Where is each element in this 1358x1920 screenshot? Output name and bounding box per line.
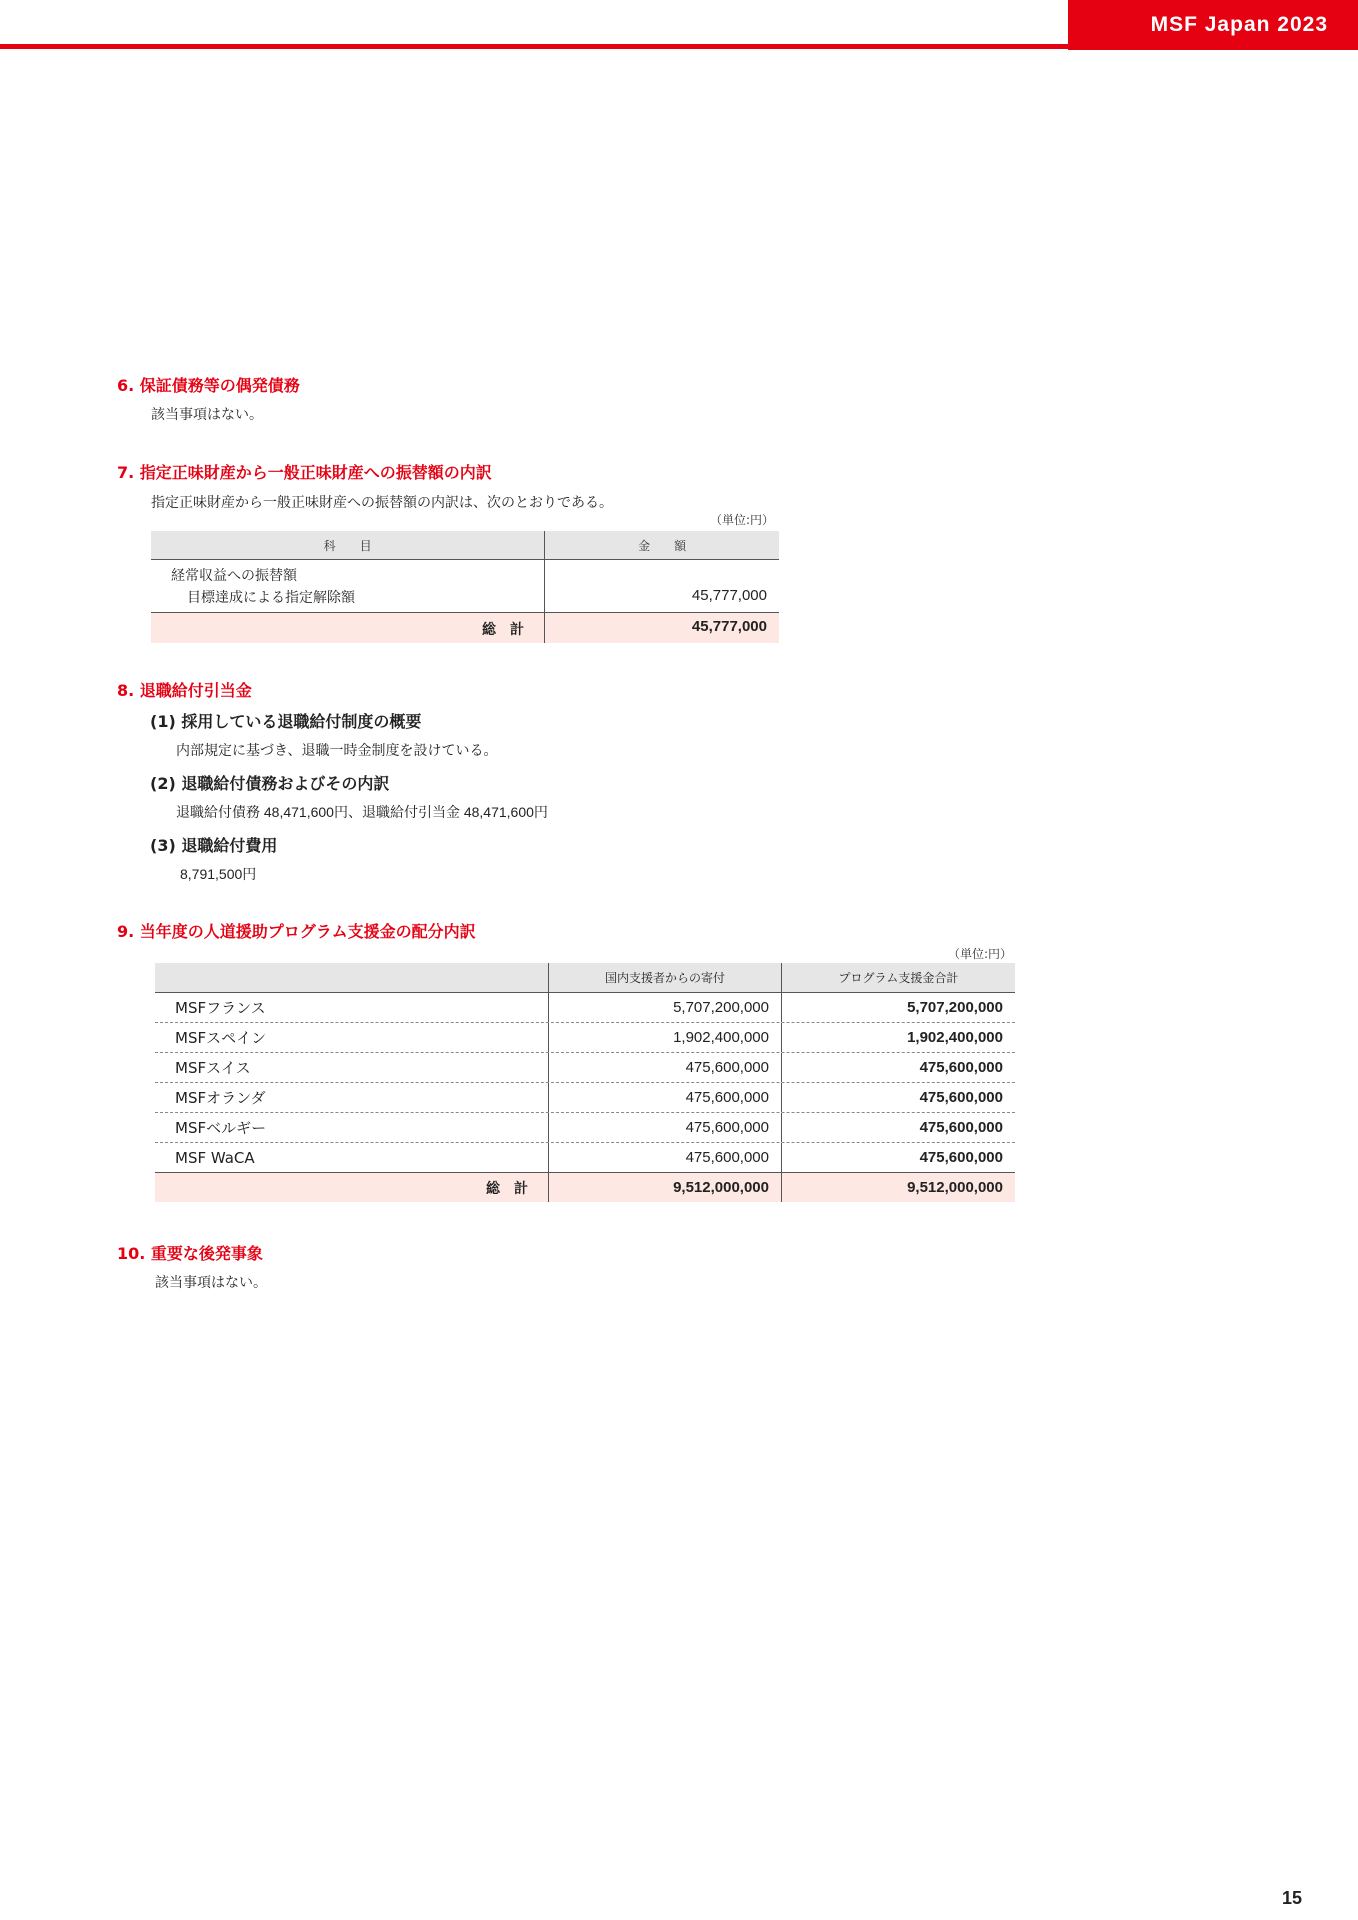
col-header-amount: 金 額 (638, 538, 687, 553)
row-donation: 5,707,200,000 (549, 993, 782, 1022)
row-donation: 475,600,000 (549, 1083, 782, 1112)
section-8-title: 8. 退職給付引当金 (117, 681, 252, 700)
brand-text: MSF Japan 2023 (1150, 13, 1328, 36)
row-name: MSFスペイン (155, 1023, 549, 1052)
transfer-table-total (151, 612, 779, 643)
row-name: MSFベルギー (155, 1113, 549, 1142)
section-9-unit: （単位:円） (948, 947, 1013, 961)
total-label: 総 計 (151, 613, 545, 643)
total-donation: 9,512,000,000 (549, 1173, 782, 1202)
allocation-table-total (155, 1172, 1015, 1202)
section-8-sub2: (2) 退職給付債務およびその内訳 (150, 774, 390, 793)
row-name: MSFオランダ (155, 1083, 549, 1112)
table-row (155, 1053, 1015, 1083)
section-8-text3: 8,791,500円 (180, 866, 257, 882)
allocation-table (155, 963, 1015, 1202)
allocation-table-header (155, 963, 1015, 993)
table-row (155, 1083, 1015, 1113)
header-blank (155, 963, 549, 992)
section-6-text: 該当事項はない。 (151, 407, 263, 423)
section-10-text: 該当事項はない。 (155, 1275, 267, 1291)
page-number: 15 (1282, 1888, 1303, 1908)
row-label-cell (151, 560, 545, 612)
table-row (155, 1023, 1015, 1053)
total-value: 45,777,000 (691, 618, 767, 635)
row-donation: 475,600,000 (549, 1053, 782, 1082)
section-8-sub3: (3) 退職給付費用 (150, 836, 278, 855)
brand-banner (1068, 0, 1358, 50)
section-8-text2: 退職給付債務 48,471,600円、退職給付引当金 48,471,600円 (176, 804, 548, 820)
row-value: 45,777,000 (691, 587, 767, 604)
row-donation: 1,902,400,000 (549, 1023, 782, 1052)
row-label-sub: 目標達成による指定解除額 (187, 590, 355, 606)
row-total: 475,600,000 (919, 1149, 1003, 1166)
col-header-program-total: プログラム支援金合計 (838, 971, 959, 985)
section-7-title: 7. 指定正味財産から一般正味財産への振替額の内訳 (117, 463, 492, 482)
table-row (155, 1113, 1015, 1143)
row-name: MSFスイス (155, 1053, 549, 1082)
row-name: MSF WaCA (155, 1143, 549, 1172)
row-total: 1,902,400,000 (907, 1029, 1003, 1046)
table-row (155, 1143, 1015, 1172)
total-program: 9,512,000,000 (907, 1179, 1003, 1196)
total-label: 総 計 (155, 1173, 549, 1202)
row-donation: 475,600,000 (549, 1113, 782, 1142)
row-donation: 475,600,000 (549, 1143, 782, 1172)
row-total: 475,600,000 (919, 1089, 1003, 1106)
row-label-main: 経常収益への振替額 (171, 568, 297, 584)
section-8-text1: 内部規定に基づき、退職一時金制度を設けている。 (176, 743, 498, 759)
row-total: 5,707,200,000 (907, 999, 1003, 1016)
col-header-donation: 国内支援者からの寄付 (549, 963, 782, 992)
row-name: MSFフランス (155, 993, 549, 1022)
section-7-intro: 指定正味財産から一般正味財産への振替額の内訳は、次のとおりである。 (151, 495, 613, 511)
row-total: 475,600,000 (919, 1119, 1003, 1136)
transfer-table (151, 531, 779, 643)
table-row (155, 993, 1015, 1023)
row-total: 475,600,000 (919, 1059, 1003, 1076)
transfer-table-header (151, 531, 779, 559)
section-8-sub1: (1) 採用している退職給付制度の概要 (150, 712, 422, 731)
section-7-unit: （単位:円） (710, 513, 775, 527)
col-header-item: 科 目 (151, 531, 545, 559)
section-9-title: 9. 当年度の人道援助プログラム支援金の配分内訳 (117, 922, 476, 941)
transfer-table-row (151, 559, 779, 612)
section-10-title: 10. 重要な後発事象 (117, 1244, 263, 1263)
section-6-title: 6. 保証債務等の偶発債務 (117, 376, 300, 395)
header-rule (0, 44, 1068, 49)
